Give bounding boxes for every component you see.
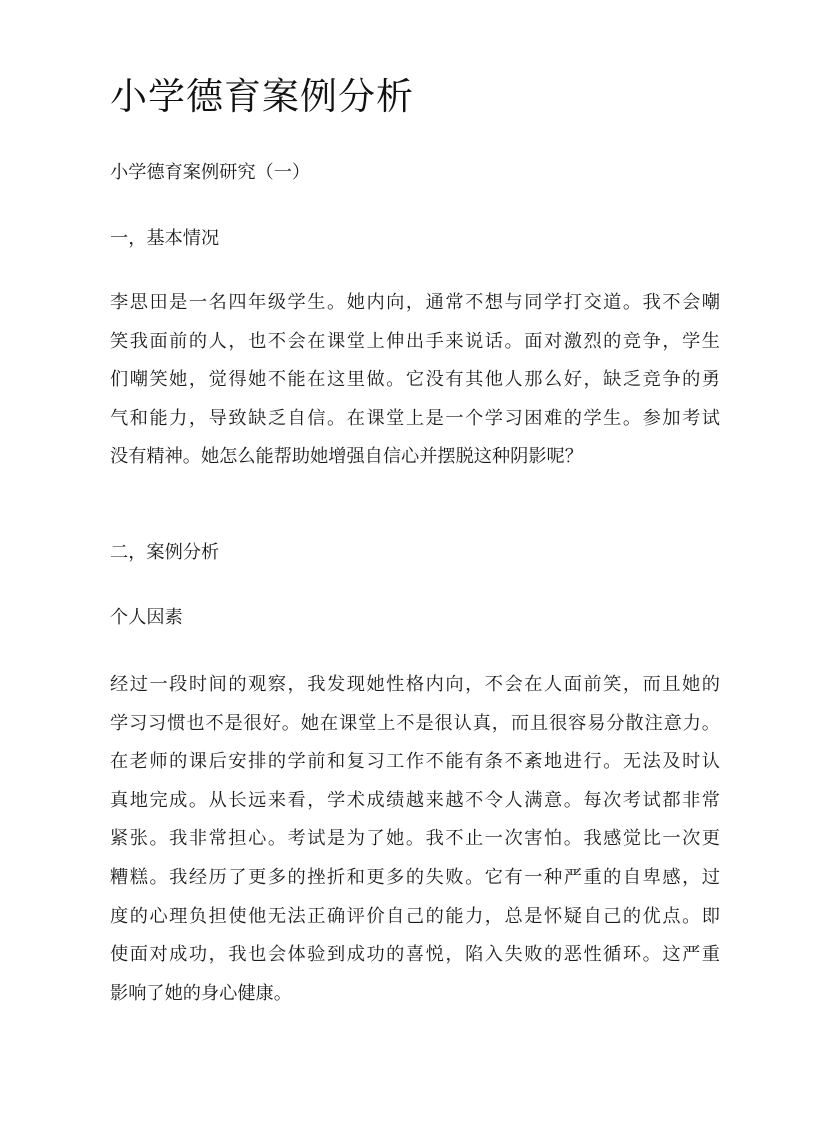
paragraph-line: 使面对成功，我也会体验到成功的喜悦，陷入失败的恶性循环。这严重 [110,944,720,966]
paragraph-line: 气和能力，导致缺乏自信。在课堂上是一个学习困难的学生。参加考试 [110,407,720,429]
paragraph-line: 李思田是一名四年级学生。她内向，通常不想与同学打交道。我不会嘲 [110,292,720,313]
paragraph-line: 真地完成。从长远来看，学术成绩越来越不令人满意。每次考试都非常 [110,789,720,811]
document-subtitle: 小学德育案例研究（一） [110,162,311,183]
paragraph-line: 没有精神。她怎么能帮助她增强自信心并摆脱这种阴影呢？ [110,446,583,468]
paragraph-line: 紧张。我非常担心。考试是为了她。我不止一次害怕。我感觉比一次更 [110,828,720,850]
basic-info-paragraph [110,284,720,477]
paragraph-line: 们嘲笑她，觉得她不能在这里做。它没有其他人那么好，缺乏竞争的勇 [110,369,720,391]
paragraph-line: 影响了她的身心健康。 [110,982,292,1004]
paragraph-line: 在老师的课后安排的学前和复习工作不能有条不紊地进行。无法及时认 [110,751,720,773]
section-heading-case-analysis: 二，案例分析 [110,542,220,563]
paragraph-line: 学习习惯也不是很好。她在课堂上不是很认真，而且很容易分散注意力。 [110,712,720,734]
section-heading-basic-info: 一，基本情况 [110,228,220,249]
personal-factors-paragraph [110,666,720,1013]
document-title: 小学德育案例分析 [110,75,414,118]
paragraph-line: 经过一段时间的观察，我发现她性格内向，不会在人面前笑，而且她的 [110,674,720,695]
paragraph-line: 度的心理负担使他无法正确评价自己的能力，总是怀疑自己的优点。即 [110,905,720,927]
paragraph-line: 糟糕。我经历了更多的挫折和更多的失败。它有一种严重的自卑感，过 [110,866,720,888]
subheading-personal-factors: 个人因素 [110,607,183,628]
paragraph-line: 笑我面前的人，也不会在课堂上伸出手来说话。面对激烈的竞争，学生 [110,330,720,352]
